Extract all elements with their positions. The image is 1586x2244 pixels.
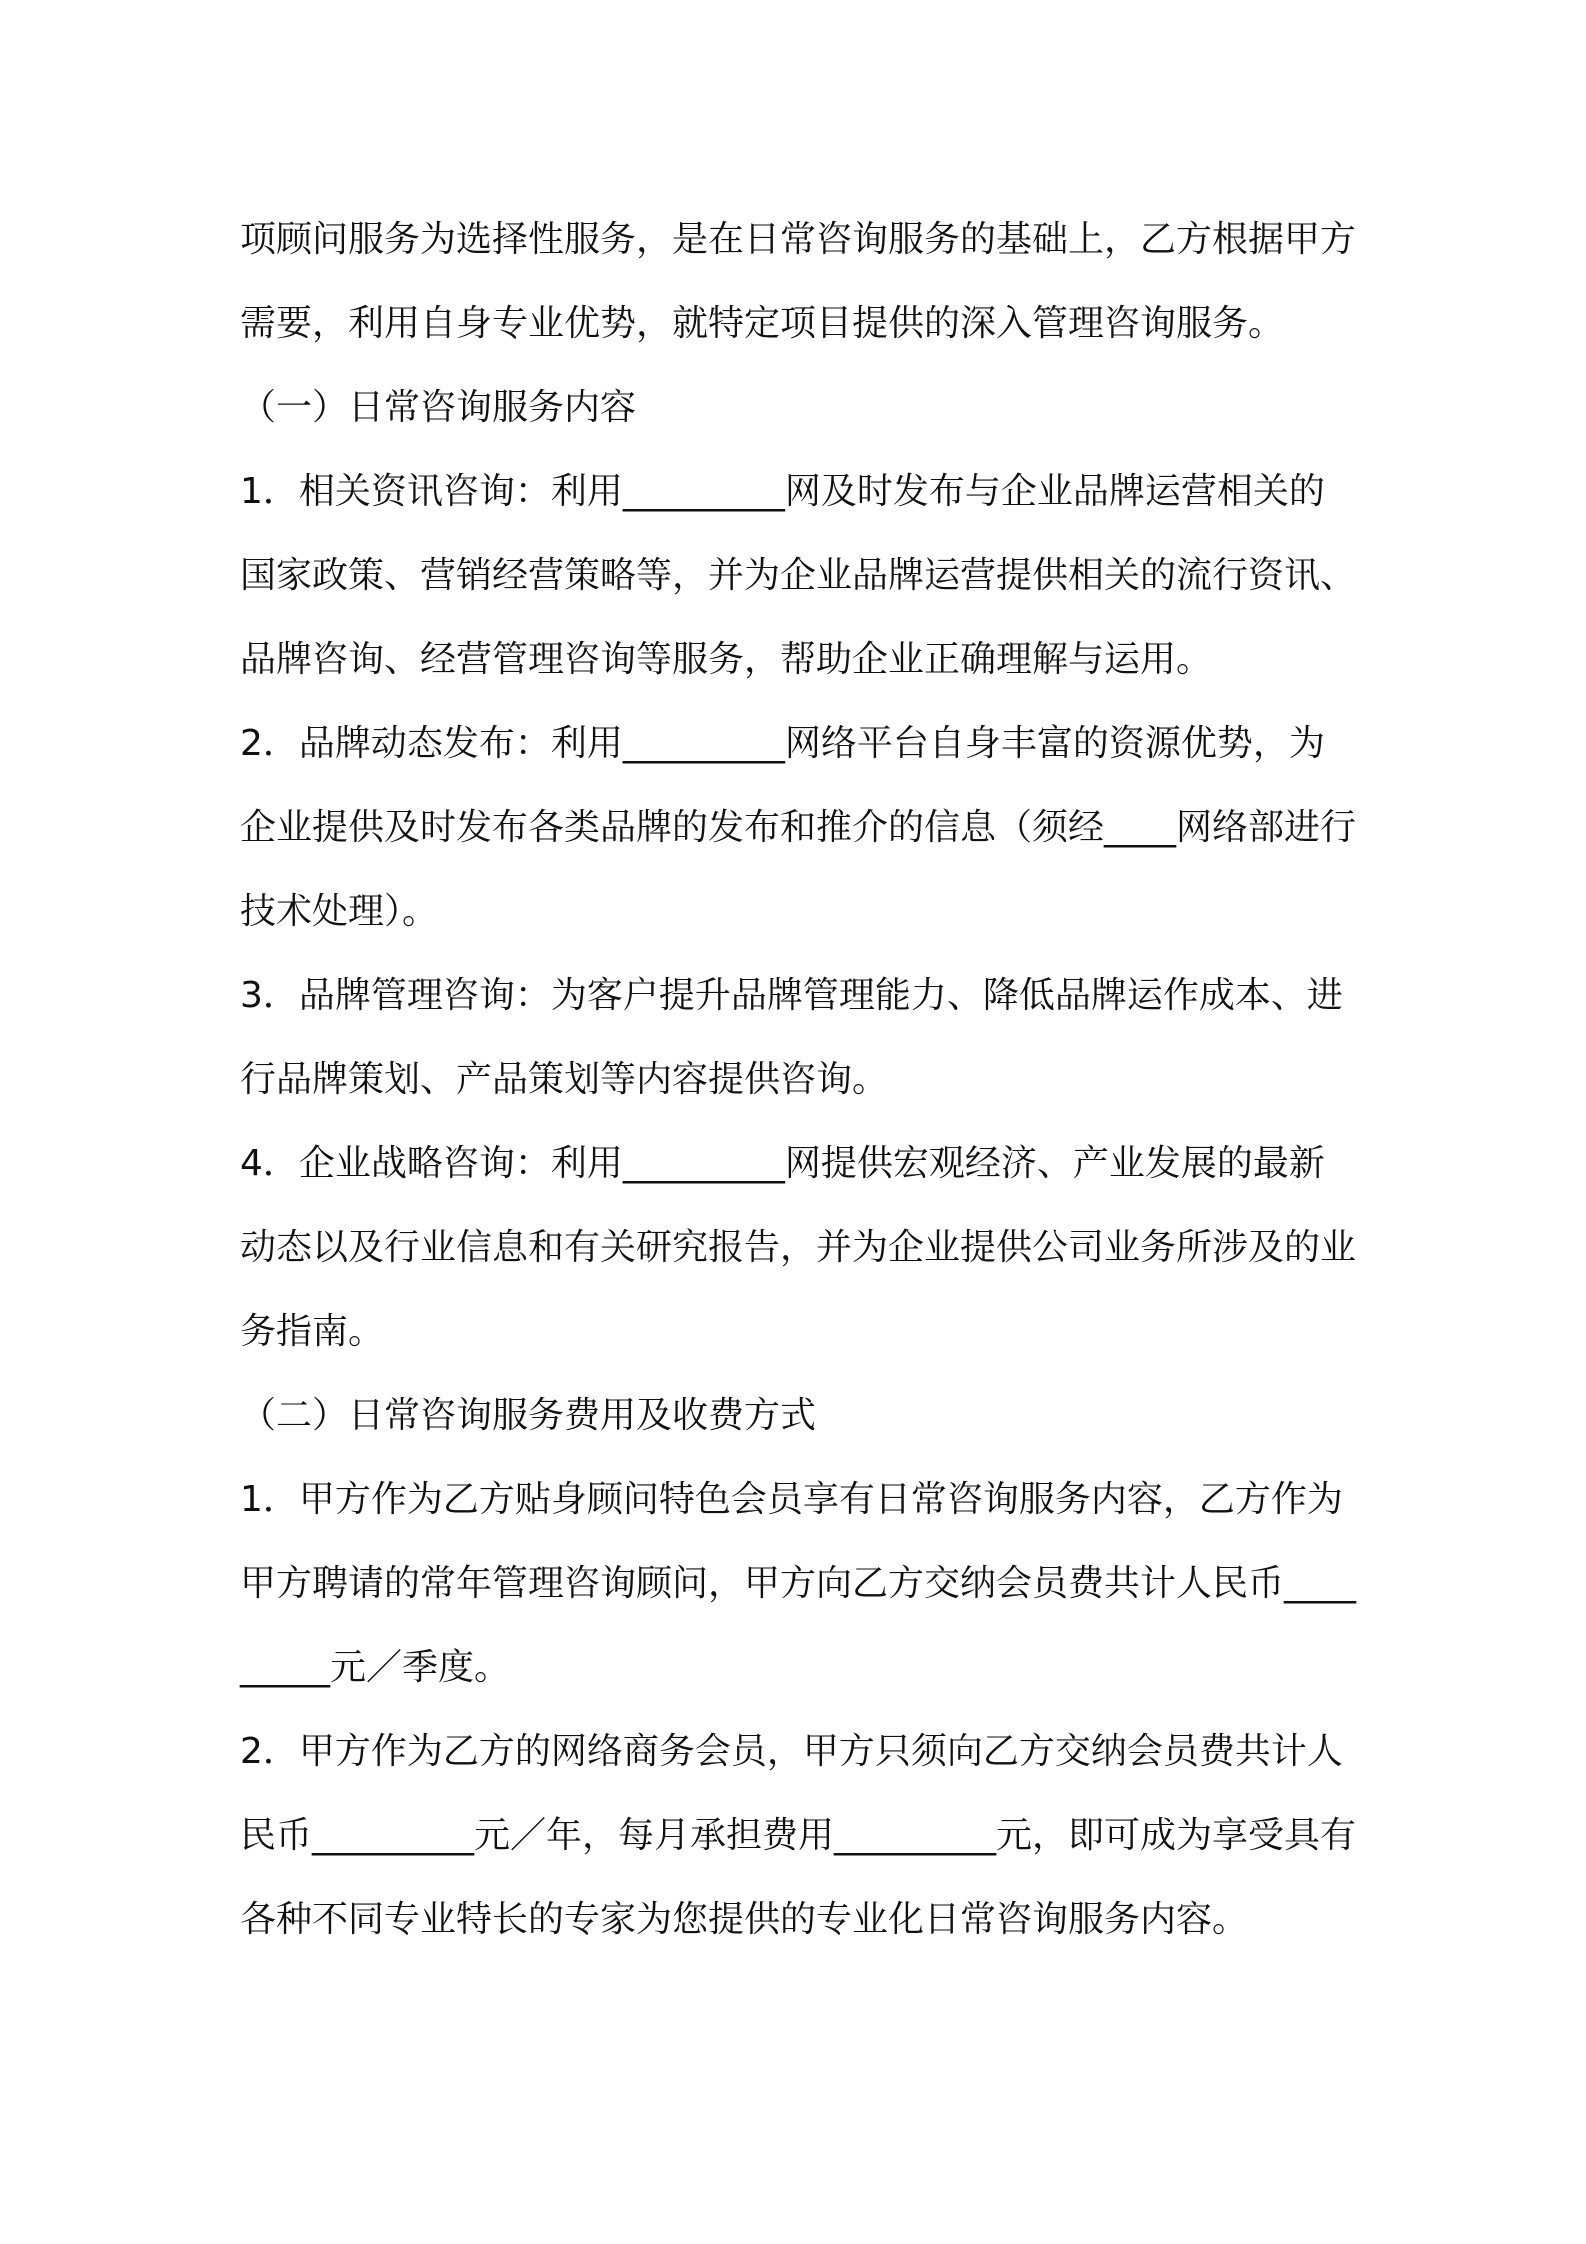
fee-item-network-member: 2．甲方作为乙方的网络商务会员，甲方只须向乙方交纳会员费共计人民币_________元／年，每月承担费用_________元，即可成为享受具有各种不同专业特长的专家为您提供的专业化日常咨询服务内容。 [240, 1731, 1357, 1940]
service-item-info-consulting: 1．相关资讯咨询：利用_________网及时发布与企业品牌运营相关的国家政策、营销经营策略等，并为企业品牌运营提供相关的流行资讯、品牌咨询、经营管理咨询等服务，帮助企业正确理解与运用。 [240, 471, 1357, 680]
section-heading-daily-services: （一）日常咨询服务内容 [240, 387, 637, 428]
fee-item-vip-member: 1．甲方作为乙方贴身顾问特色会员享有日常咨询服务内容，乙方作为甲方聘请的常年管理咨询顾问，甲方向乙方交纳会员费共计人民币_________元／季度。 [240, 1479, 1357, 1688]
document-body [240, 198, 1360, 1962]
section-heading-fees: （二）日常咨询服务费用及收费方式 [240, 1395, 817, 1436]
continuation-paragraph: 项顾问服务为选择性服务，是在日常咨询服务的基础上，乙方根据甲方需要，利用自身专业优势，就特定项目提供的深入管理咨询服务。 [240, 219, 1357, 344]
service-item-brand-publishing: 2．品牌动态发布：利用_________网络平台自身丰富的资源优势，为企业提供及时发布各类品牌的发布和推介的信息（须经____网络部进行技术处理）。 [240, 723, 1357, 932]
service-item-strategy-consulting: 4．企业战略咨询：利用_________网提供宏观经济、产业发展的最新动态以及行业信息和有关研究报告，并为企业提供公司业务所涉及的业务指南。 [240, 1143, 1357, 1352]
service-item-brand-management: 3．品牌管理咨询：为客户提升品牌管理能力、降低品牌运作成本、进行品牌策划、产品策划等内容提供咨询。 [240, 975, 1343, 1100]
